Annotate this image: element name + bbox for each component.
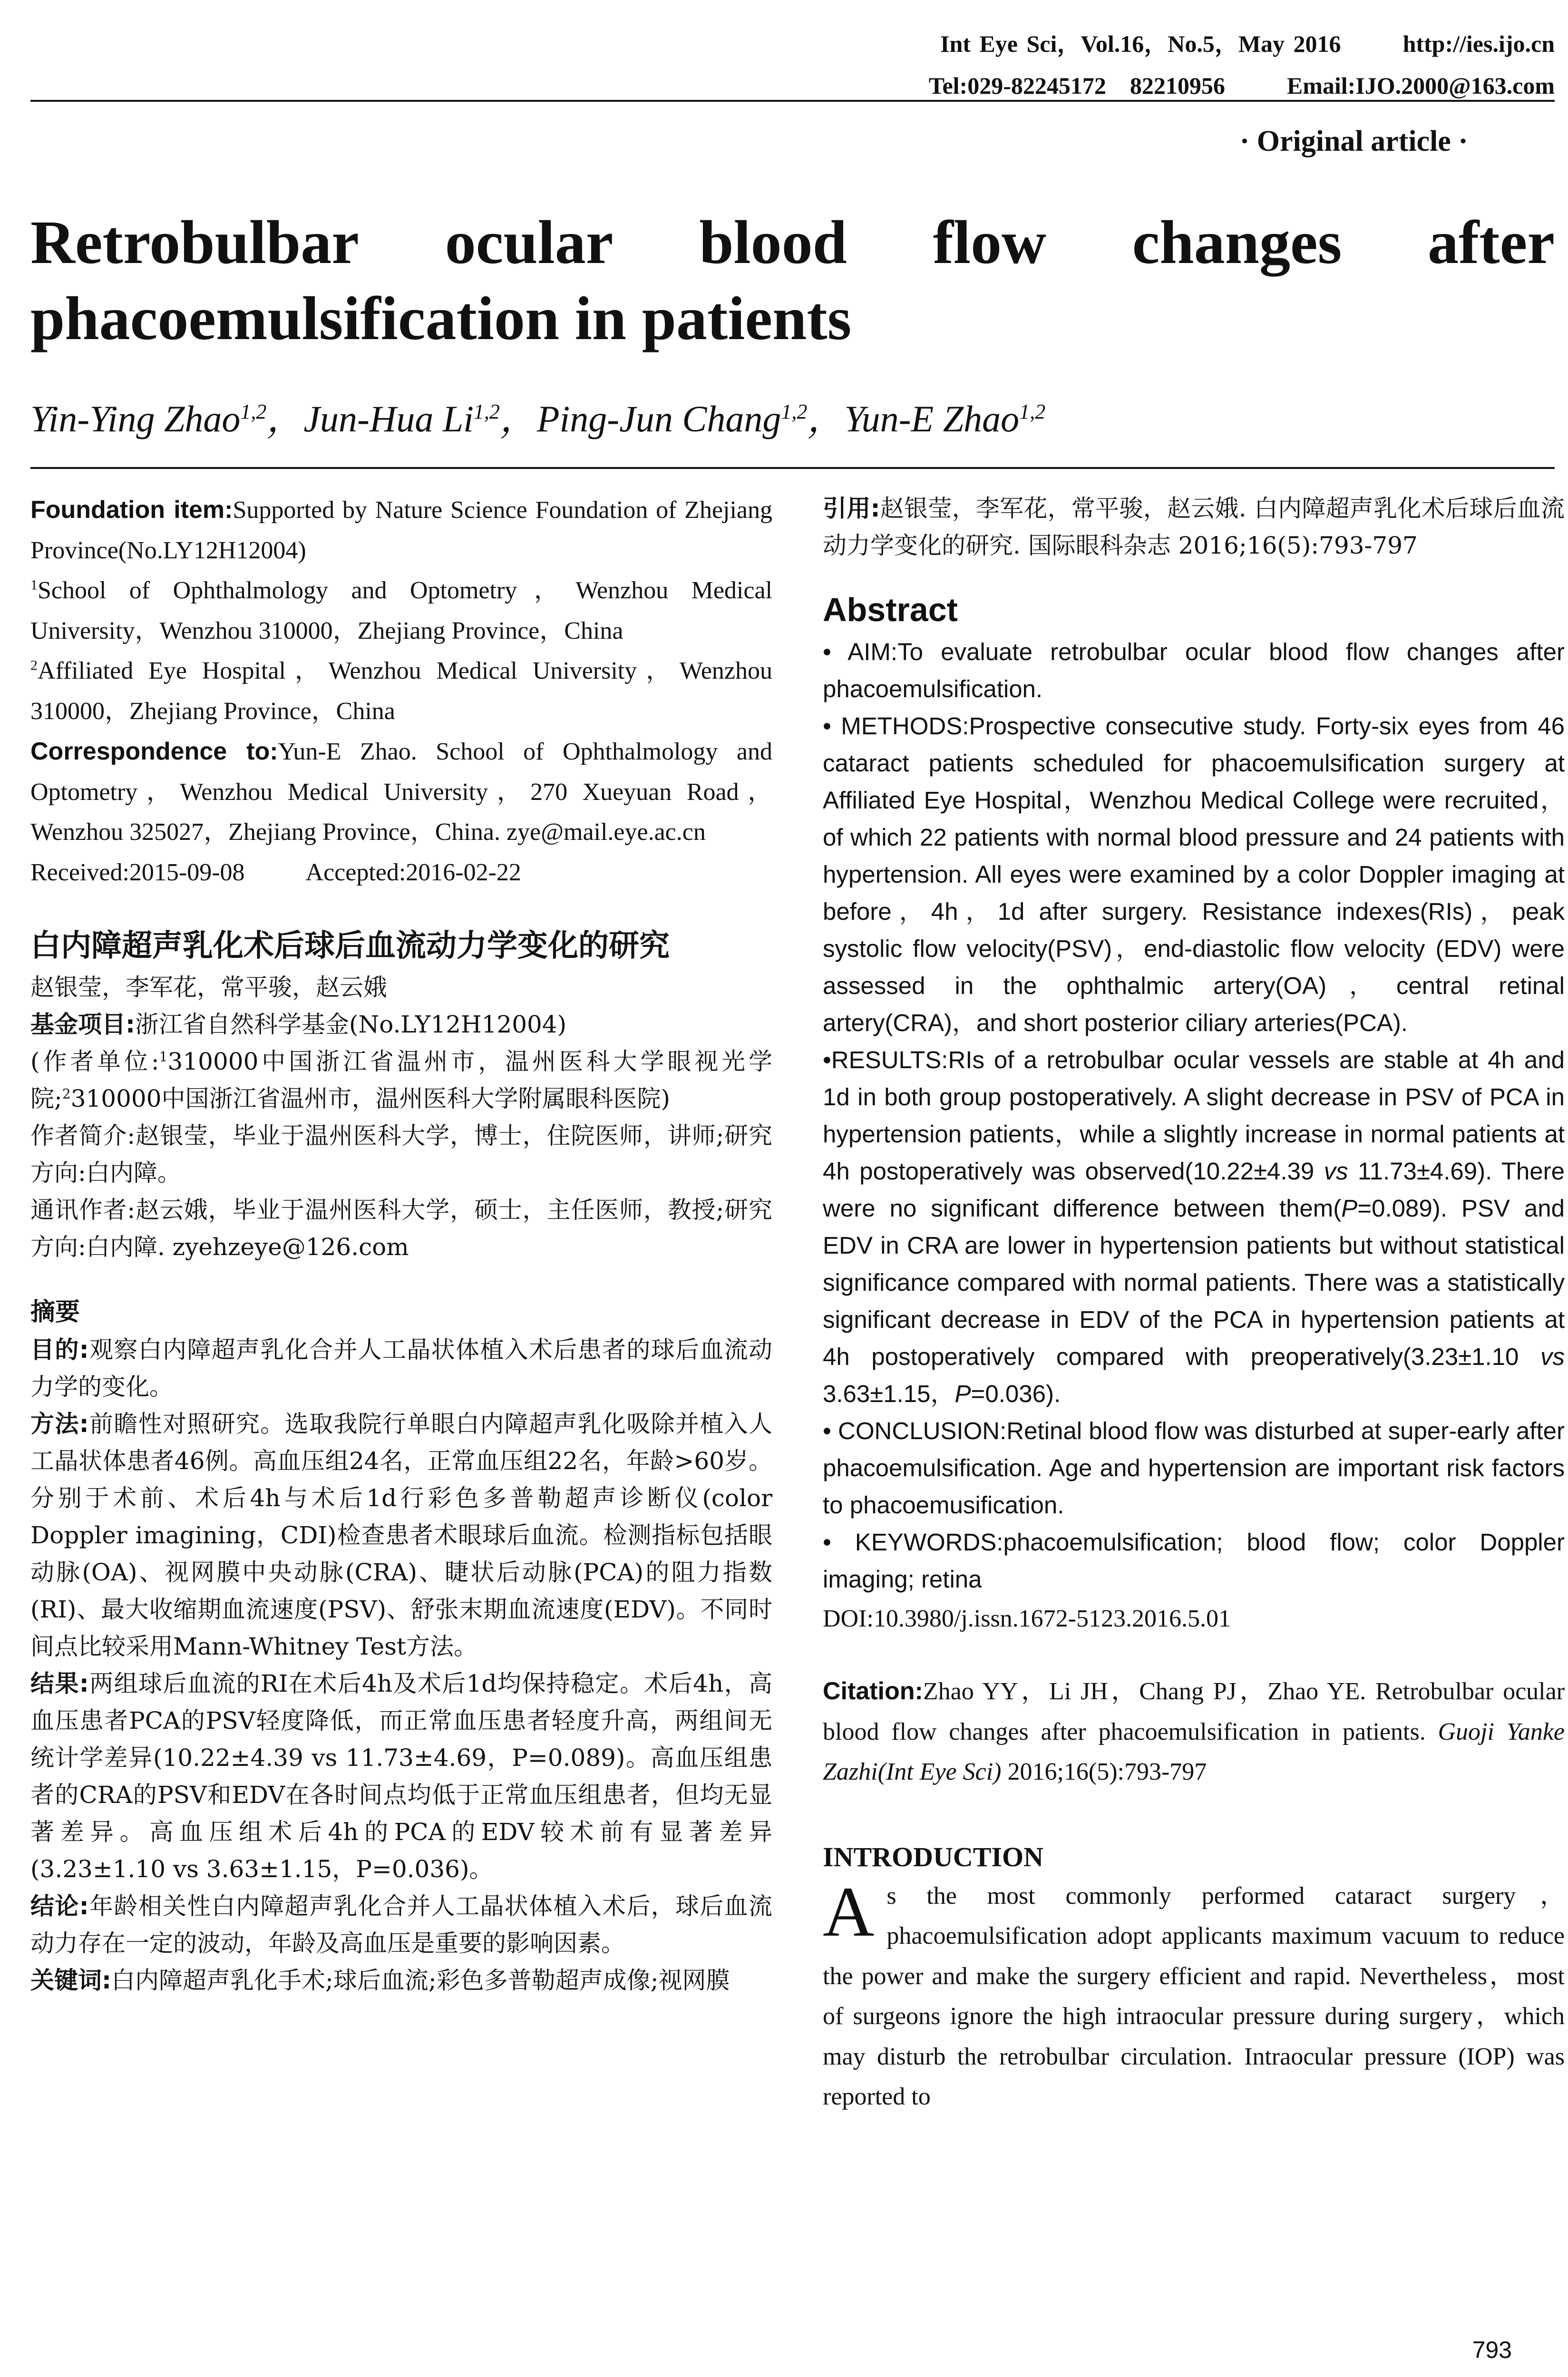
author-separator: ， <box>266 398 304 439</box>
abstract-results-text-5: =0.036). <box>971 1380 1061 1407</box>
title-line-1 <box>30 205 1555 281</box>
chinese-results-text: 两组球后血流的RI在术后4h及术后1d均保持稳定。术后4h，高血压患者PCA的PSV轻度降低，而正常血压患者轻度升高，两组间无统计学差异(10.22±4.39 vs 11.73±4.69，P=0.089)。高血压组患者的CRA的PSV和EDV在各时间点均低于正常血压组患者，但均无显著差异。高血压组术后4h的PCA的EDV较术前有显著差异(3.23±1.10 vs 3.63±1.15，P=0.036)。 <box>30 1670 772 1883</box>
title-word: blood <box>699 208 847 277</box>
author-name: Jun-Hua Li <box>303 398 474 439</box>
author-separator: ， <box>807 398 845 439</box>
chinese-units-num2: 2 <box>62 1086 71 1102</box>
journal-citation-header: Int Eye Sci，Vol.16，No.5，May 2016 <box>940 30 1341 57</box>
title-word: changes <box>1132 208 1342 277</box>
chinese-fund-text: 浙江省自然科学基金(No.LY12H12004) <box>135 1011 567 1038</box>
english-citation-label: Citation: <box>823 1677 923 1705</box>
correspondence <box>30 731 772 853</box>
introduction-text: s the most commonly performed cataract surgery，phacoemulsification adopt applicants maximum vacuum to reduce the power and make the surgery efficient and rapid. Nevertheless，most of surgeons ignore the high intraocular pressure during surgery，which may disturb the retrobulbar circulation. Intraocular pressure (IOP) was reported to <box>823 1882 1565 2110</box>
chinese-summary-heading: 摘要 <box>30 1298 80 1326</box>
abstract-results-p-2: P <box>954 1380 971 1407</box>
correspondence-text: Yun-E Zhao. School of Ophthalmology and Optometry，Wenzhou Medical University，270 Xueyuan Road，Wenzhou 325027，Zhejiang Province，China. zye@mail.eye.ac.cn <box>30 738 772 846</box>
abstract-aim <box>823 633 1565 708</box>
abstract-methods <box>823 708 1565 1042</box>
chinese-units-mid: 310000中国浙江省温州市，温州医科大学眼视光学院; <box>30 1048 772 1112</box>
authors-divider <box>30 467 1555 469</box>
page-number: 793 <box>1472 2337 1512 2363</box>
english-citation-journal: Guoji Yanke Zazhi(Int Eye Sci) <box>823 1718 1565 1785</box>
correspondence-label: Correspondence to: <box>30 738 278 765</box>
abstract-results-text-1: RIs of a retrobulbar ocular vessels are stable at 4h and 1d in both group postoperatively. A slight decrease in PSV of PCA in hypertension patients，while a slightly increase in normal patients at 4h postoperatively was observed(10.22±4.39 <box>823 1046 1565 1185</box>
abstract-results-vs-2: vs <box>1540 1343 1565 1370</box>
abstract-aim-label: • AIM: <box>823 638 898 665</box>
received-date: Received:2015-09-08 <box>30 858 245 886</box>
affiliation-2-number: 2 <box>30 657 38 673</box>
chinese-corresponding-author: 通讯作者:赵云娥，毕业于温州医科大学，硕士，主任医师，教授;研究方向:白内障. zyehzeye@126.com <box>30 1196 772 1261</box>
chinese-citation-label: 引用: <box>823 495 880 522</box>
author-affiliation-mark: 1,2 <box>781 400 808 423</box>
title-word: flow <box>933 208 1046 277</box>
english-citation-text-2: 2016;16(5):793-797 <box>1001 1758 1207 1785</box>
chinese-conclusion <box>30 1888 772 1962</box>
chinese-purpose-text: 观察白内障超声乳化合并人工晶状体植入术后患者的球后血流动力学的变化。 <box>30 1336 773 1401</box>
chinese-citation <box>823 490 1565 564</box>
author-list <box>30 389 1045 442</box>
abstract-results-p: P <box>1341 1195 1358 1222</box>
chinese-methods <box>30 1405 772 1665</box>
chinese-fund-label: 基金项目: <box>30 1011 135 1038</box>
title-word: ocular <box>445 208 614 277</box>
author-name: Yin-Ying Zhao <box>30 398 241 439</box>
foundation-label: Foundation item: <box>30 496 233 524</box>
title-line-2: phacoemulsification in patients <box>30 284 852 353</box>
journal-email[interactable]: Email:IJO.2000@163.com <box>1286 72 1555 99</box>
article-type-label: · Original article · <box>1239 125 1468 157</box>
abstract-methods-text: Prospective consecutive study. Forty-six eyes from 46 cataract patients scheduled for phacoemulsification surgery at Affiliated Eye Hospital，Wenzhou Medical College were recruited，of which 22 patients with normal blood pressure and 24 patients with hypertension. All eyes were examined by a color Doppler imaging at before，4h，1d after surgery. Resistance indexes(RIs)，peak systolic flow velocity(PSV)，end-diastolic flow velocity (EDV) were assessed in the ophthalmic artery(OA)，central retinal artery(CRA)，and short posterior ciliary arteries(PCA). <box>823 712 1565 1036</box>
title-word: after <box>1427 208 1555 277</box>
abstract-aim-text: To evaluate retrobulbar ocular blood flow changes after phacoemulsification. <box>823 638 1565 702</box>
abstract-keywords <box>823 1524 1565 1598</box>
introduction-heading: INTRODUCTION <box>823 1841 1044 1872</box>
chinese-methods-label: 方法: <box>30 1410 89 1438</box>
abstract-conclusion-label: • CONCLUSION: <box>823 1417 1007 1444</box>
abstract-heading: Abstract <box>823 591 958 628</box>
accepted-date: Accepted:2016-02-22 <box>305 858 521 886</box>
introduction-paragraph <box>823 1872 1565 2117</box>
chinese-title: 白内障超声乳化术后球后血流动力学变化的研究 <box>30 928 670 964</box>
abstract-results-text-2: 11.73±4.69). There were no significant difference between them( <box>823 1158 1565 1222</box>
abstract-keywords-label: • KEYWORDS: <box>823 1529 1003 1556</box>
chinese-purpose-label: 目的: <box>30 1336 89 1364</box>
chinese-conclusion-text: 年龄相关性白内障超声乳化合并人工晶状体植入术后，球后血流动力存在一定的波动，年龄及高血压是重要的影响因素。 <box>30 1892 773 1957</box>
author-affiliation-mark: 1,2 <box>240 400 267 423</box>
doi-line[interactable]: DOI:10.3980/j.issn.1672-5123.2016.5.01 <box>823 1605 1231 1632</box>
header-divider <box>30 100 1555 102</box>
foundation-text: Supported by Nature Science Foundation of Zhejiang Province(No.LY12H12004) <box>30 497 772 564</box>
chinese-keywords <box>30 1962 772 1999</box>
title-word: Retrobulbar <box>30 208 359 277</box>
abstract-results-vs: vs <box>1324 1158 1348 1185</box>
right-column <box>823 490 1565 2117</box>
journal-tel: Tel:029-82245172 82210956 <box>928 72 1225 99</box>
chinese-citation-text: 赵银莹，李军花，常平骏，赵云娥. 白内障超声乳化术后球后血流动力学变化的研究. 国际眼科杂志 2016;16(5):793-797 <box>823 495 1565 559</box>
chinese-authors: 赵银莹，李军花，常平骏，赵云娥 <box>30 974 387 1001</box>
abstract-results-label: •RESULTS: <box>823 1046 948 1073</box>
chinese-units-num1: 1 <box>159 1049 168 1065</box>
foundation-item <box>30 490 772 571</box>
chinese-units-prefix: (作者单位: <box>30 1048 159 1075</box>
chinese-units-post: 310000中国浙江省温州市，温州医科大学附属眼科医院) <box>70 1085 671 1112</box>
affiliation-1-number: 1 <box>30 577 38 593</box>
affiliation-1-text: School of Ophthalmology and Optometry，Wenzhou Medical University，Wenzhou 310000，Zhejiang Province，China <box>30 577 772 644</box>
english-citation-text <box>823 1671 1565 1792</box>
journal-website[interactable]: http://ies.ijo.cn <box>1402 30 1555 57</box>
journal-header-line1 <box>940 25 1555 59</box>
chinese-units <box>30 1043 772 1117</box>
english-citation-text-1: Zhao YY，Li JH，Chang PJ，Zhao YE. Retrobulbar ocular blood flow changes after phacoemulsification in patients. <box>823 1678 1565 1745</box>
abstract-results <box>823 1042 1565 1413</box>
abstract-keywords-text: phacoemulsification; blood flow; color Doppler imaging; retina <box>823 1529 1565 1593</box>
affiliation-2-text: Affiliated Eye Hospital，Wenzhou Medical University，Wenzhou 310000，Zhejiang Province，China <box>30 657 772 725</box>
author-name: Ping-Jun Chang <box>536 398 781 439</box>
affiliation-2 <box>30 651 772 731</box>
chinese-conclusion-label: 结论: <box>30 1892 89 1920</box>
abstract-results-text-4: 3.63±1.15， <box>823 1380 955 1407</box>
chinese-fund <box>30 1006 772 1043</box>
abstract-conclusion-text: Retinal blood flow was disturbed at super-early after phacoemulsification. Age and hypertension are important risk factors to phacoemusification. <box>823 1417 1565 1519</box>
chinese-purpose <box>30 1331 772 1405</box>
chinese-methods-text: 前瞻性对照研究。选取我院行单眼白内障超声乳化吸除并植入人工晶状体患者46例。高血压组24名，正常血压组22名，年龄>60岁。分别于术前、术后4h与术后1d行彩色多普勒超声诊断仪(color Doppler imagining，CDI)检查患者术眼球后血流。检测指标包括眼动脉(OA)、视网膜中央动脉(CRA)、睫状后动脉(PCA)的阻力指数(RI)、最大收缩期血流速度(PSV)、舒张末期血流速度(EDV)。不同时间点比较采用Mann-Whitney Test方法。 <box>30 1410 773 1660</box>
abstract-conclusion <box>823 1413 1565 1524</box>
author-affiliation-mark: 1,2 <box>1019 400 1046 423</box>
journal-header-line2 <box>929 67 1555 101</box>
left-column <box>30 490 772 1999</box>
affiliation-1 <box>30 571 772 651</box>
author-separator: ， <box>499 398 537 439</box>
author-name: Yun-E Zhao <box>844 398 1020 439</box>
drop-cap: A <box>823 1872 875 1951</box>
article-title <box>30 205 1555 357</box>
chinese-keywords-text: 白内障超声乳化手术;球后血流;彩色多普勒超声成像;视网膜 <box>111 1967 730 1994</box>
abstract-methods-label: • METHODS: <box>823 712 969 740</box>
author-affiliation-mark: 1,2 <box>473 400 500 423</box>
chinese-keywords-label: 关键词: <box>30 1967 111 1994</box>
chinese-results <box>30 1665 772 1888</box>
dates-line <box>30 853 772 893</box>
abstract-results-text-3: =0.089). PSV and EDV in CRA are lower in hypertension patients but without statistical significance compared with normal patients. There was a statistically significant decrease in EDV of the PCA in hypertension patients at 4h postoperatively compared with preoperatively(3.23±1.10 <box>823 1195 1565 1370</box>
chinese-author-bio: 作者简介:赵银莹，毕业于温州医科大学，博士，住院医师，讲师;研究方向:白内障。 <box>30 1122 772 1187</box>
chinese-results-label: 结果: <box>30 1670 89 1697</box>
english-citation <box>823 1671 1565 1792</box>
